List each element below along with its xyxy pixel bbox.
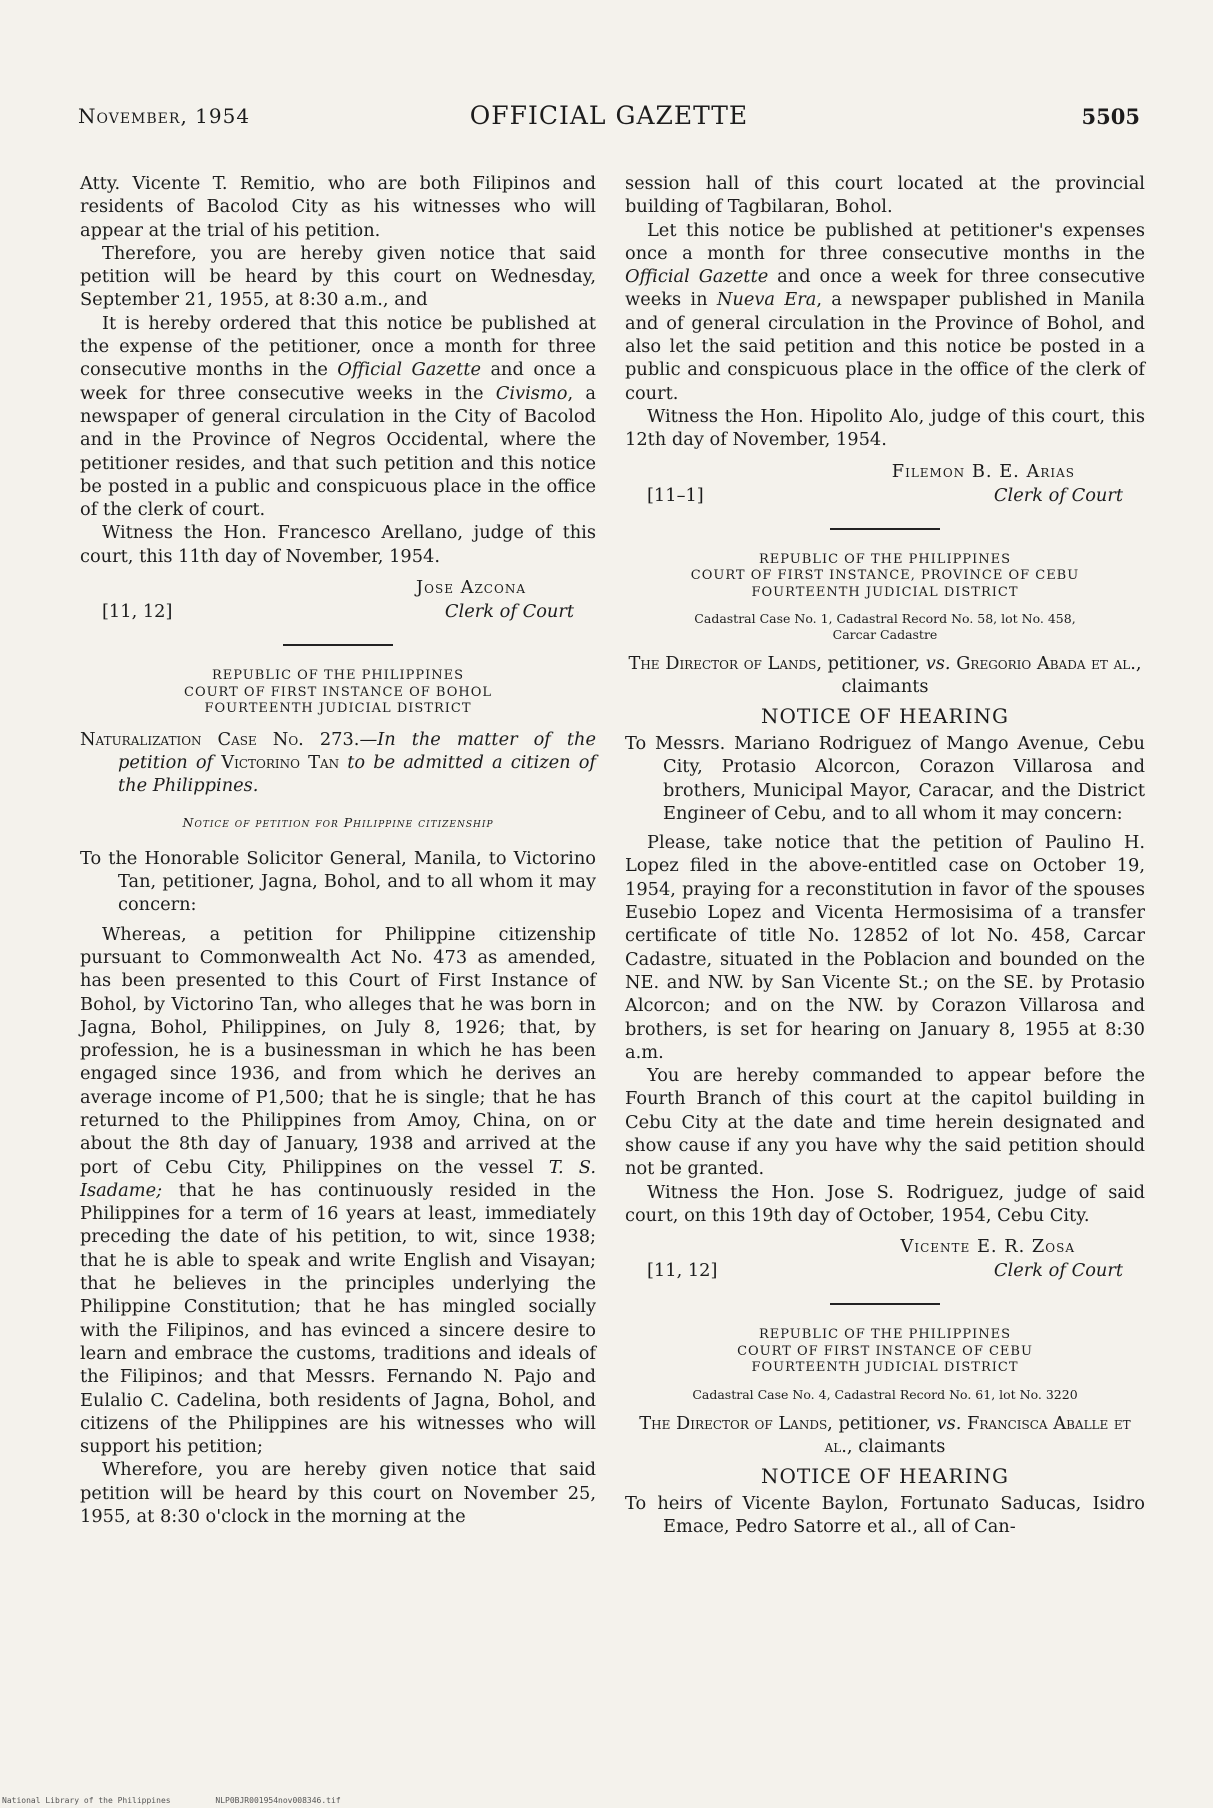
addressees: To heirs of Vicente Baylon, Fortunato Saducas, Isidro Emace, Pedro Satorre et al., all of Can- [625, 1493, 1145, 1538]
case-parties: The Director of Lands, petitioner, vs. Gregorio Abada et al., claimants [628, 653, 1142, 698]
paragraph: Witness the Hon. Jose S. Rodriguez, judge of said court, on this 19th day of October, 1954, Cebu City. [625, 1181, 1145, 1226]
signature-block [625, 460, 1145, 510]
signatory-title: Clerk of Court [993, 484, 1123, 506]
issue-ref: [11–1] [647, 484, 704, 506]
court-heading: REPUBLIC OF THE PHILIPPINES COURT OF FIRST INSTANCE, PROVINCE OF CEBU FOURTEENTH JUDICIAL DISTRICT [690, 551, 1080, 600]
paragraph: You are hereby commanded to appear before the Fourth Branch of this court at the capitol building in Cebu City at the date and time herein designated and show cause if any you have why the said petition should not be granted. [625, 1065, 1145, 1180]
page-number: 5505 [1081, 104, 1140, 129]
paragraph: Therefore, you are hereby given notice that said petition will be heard by this court on Wednesday, September 21, 1955, at 8:30 a.m., and [80, 242, 596, 311]
left-column [80, 172, 596, 1528]
notice-subheading: Notice of petition for Philippine citizenship [182, 815, 494, 831]
court-heading: REPUBLIC OF THE PHILIPPINES COURT OF FIRST INSTANCE OF BOHOL FOURTEENTH JUDICIAL DISTRICT [184, 668, 492, 717]
paragraph: Witness the Hon. Francesco Arellano, judge of this court, this 11th day of November, 1954. [80, 522, 596, 567]
library-credit: National Library of the Philippines [2, 1796, 171, 1805]
addressees: To Messrs. Mariano Rodriguez of Mango Avenue, Cebu City, Protasio Alcorcon, Corazon Villarosa and brothers, Municipal Mayor, Caracar, and the District Engineer of Cebu, and to all whom it may concern: [625, 732, 1145, 824]
issue-ref: [11, 12] [647, 1260, 718, 1282]
signatory-name: Vicente E. R. Zosa [900, 1236, 1075, 1258]
signatory-name: Jose Azcona [416, 577, 526, 599]
addressees: To the Honorable Solicitor General, Manila, to Victorino Tan, petitioner, Jagna, Bohol, and to all whom it may concern: [80, 847, 596, 916]
right-column [625, 172, 1145, 1539]
issue-ref: [11, 12] [102, 601, 173, 623]
case-reference: Cadastral Case No. 1, Cadastral Record No. 58, lot No. 458, Carcar Cadastre [694, 611, 1076, 642]
paragraph: It is hereby ordered that this notice be published at the expense of the petitioner, once a month for three consecutive months in the Official Gazette and once a week for three consecutive weeks in the Civismo, a newspaper of general circulation in the City of Bacolod and in the Province of Negros Occidental, where the petitioner resides, and that such petition and this notice be posted in a public and conspicuous place in the office of the clerk of court. [80, 312, 596, 521]
signature-block [625, 1235, 1145, 1285]
signatory-title: Clerk of Court [993, 1260, 1123, 1282]
paragraph: Witness the Hon. Hipolito Alo, judge of this court, this 12th day of November, 1954. [625, 405, 1145, 451]
case-title: Naturalization Case No. 273.—In the matter of the petition of Victorino Tan to be admitted a citizen of the Philippines. [80, 728, 597, 797]
paragraph: Wherefore, you are hereby given notice that said petition will be heard by this court on November 25, 1955, at 8:30 o'clock in the morning at the [80, 1459, 596, 1528]
divider [830, 1303, 940, 1305]
publication-title: OFFICIAL GAZETTE [469, 101, 749, 130]
divider [830, 528, 940, 530]
divider [283, 644, 393, 646]
paragraph: Atty. Vicente T. Remitio, who are both Filipinos and residents of Bacolod City as his witnesses who will appear at the trial of his petition. [80, 173, 596, 241]
signature-block [80, 576, 596, 626]
case-parties: The Director of Lands, petitioner, vs. Francisca Aballe et al., claimants [639, 1413, 1131, 1458]
notice-heading: NOTICE OF HEARING [761, 1463, 1009, 1488]
header-date: November, 1954 [78, 104, 251, 128]
paragraph: session hall of this court located at the provincial building of Tagbilaran, Bohol. [625, 173, 1145, 218]
file-name: NLP0BJR001954nov008346.tif [215, 1796, 341, 1805]
paragraph: Let this notice be published at petitioner's expenses once a month for three consecutive months in the Official Gazette and once a week for three consecutive weeks in Nueva Era, a newspaper published in Manila and of general circulation in the Province of Bohol, and also let the said petition and this notice be posted in a public and conspicuous place in the office of the clerk of court. [625, 219, 1145, 404]
signatory-title: Clerk of Court [444, 601, 574, 623]
case-reference: Cadastral Case No. 4, Cadastral Record No. 61, lot No. 3220 [692, 1386, 1078, 1402]
signatory-name: Filemon B. E. Arias [891, 460, 1075, 482]
scan-footer [2, 1796, 381, 1805]
paragraph: Please, take notice that the petition of Paulino H. Lopez filed in the above-entitled case on October 19, 1954, praying for a reconstitution in favor of the spouses Eusebio Lopez and Vicenta Hermosisima of a transfer certificate of title No. 12852 of lot No. 458, Carcar Cadastre, situated in the Poblacion and bounded on the NE. and NW. by San Vicente St.; on the SE. by Protasio Alcorcon; and on the NW. by Corazon Villarosa and brothers, is set for hearing on January 8, 1955 at 8:30 a.m. [625, 832, 1145, 1063]
notice-heading: NOTICE OF HEARING [761, 703, 1009, 728]
paragraph: Whereas, a petition for Philippine citizenship pursuant to Commonwealth Act No. 473 as amended, has been presented to this Court of First Instance of Bohol, by Victorino Tan, who alleges that he was born in Jagna, Bohol, Philippines, on July 8, 1926; that, by profession, he is a businessman in which he has been engaged since 1936, and from which he derives an average income of P1,500; that he is single; that he has returned to the Philippines from Amoy, China, on or about the 8th day of January, 1938 and arrived at the port of Cebu City, Philippines on the vessel T. S. Isadame; that he has continuously resided in the Philippines for a term of 16 years at least, immediately preceding the date of his petition, to wit, since 1938; that he is able to speak and write English and Visayan; that he believes in the principles underlying the Philippine Constitution; that he has mingled socially with the Filipinos, and has evinced a sincere desire to learn and embrace the customs, traditions and ideals of the Filipinos; and that Messrs. Fernando N. Pajo and Eulalio C. Cadelina, both residents of Jagna, Bohol, and citizens of the Philippines are his witnesses who will support his petition; [80, 923, 596, 1458]
page-header [78, 101, 1140, 144]
court-heading: REPUBLIC OF THE PHILIPPINES COURT OF FIRST INSTANCE OF CEBU FOURTEENTH JUDICIAL DISTRICT [737, 1327, 1033, 1376]
